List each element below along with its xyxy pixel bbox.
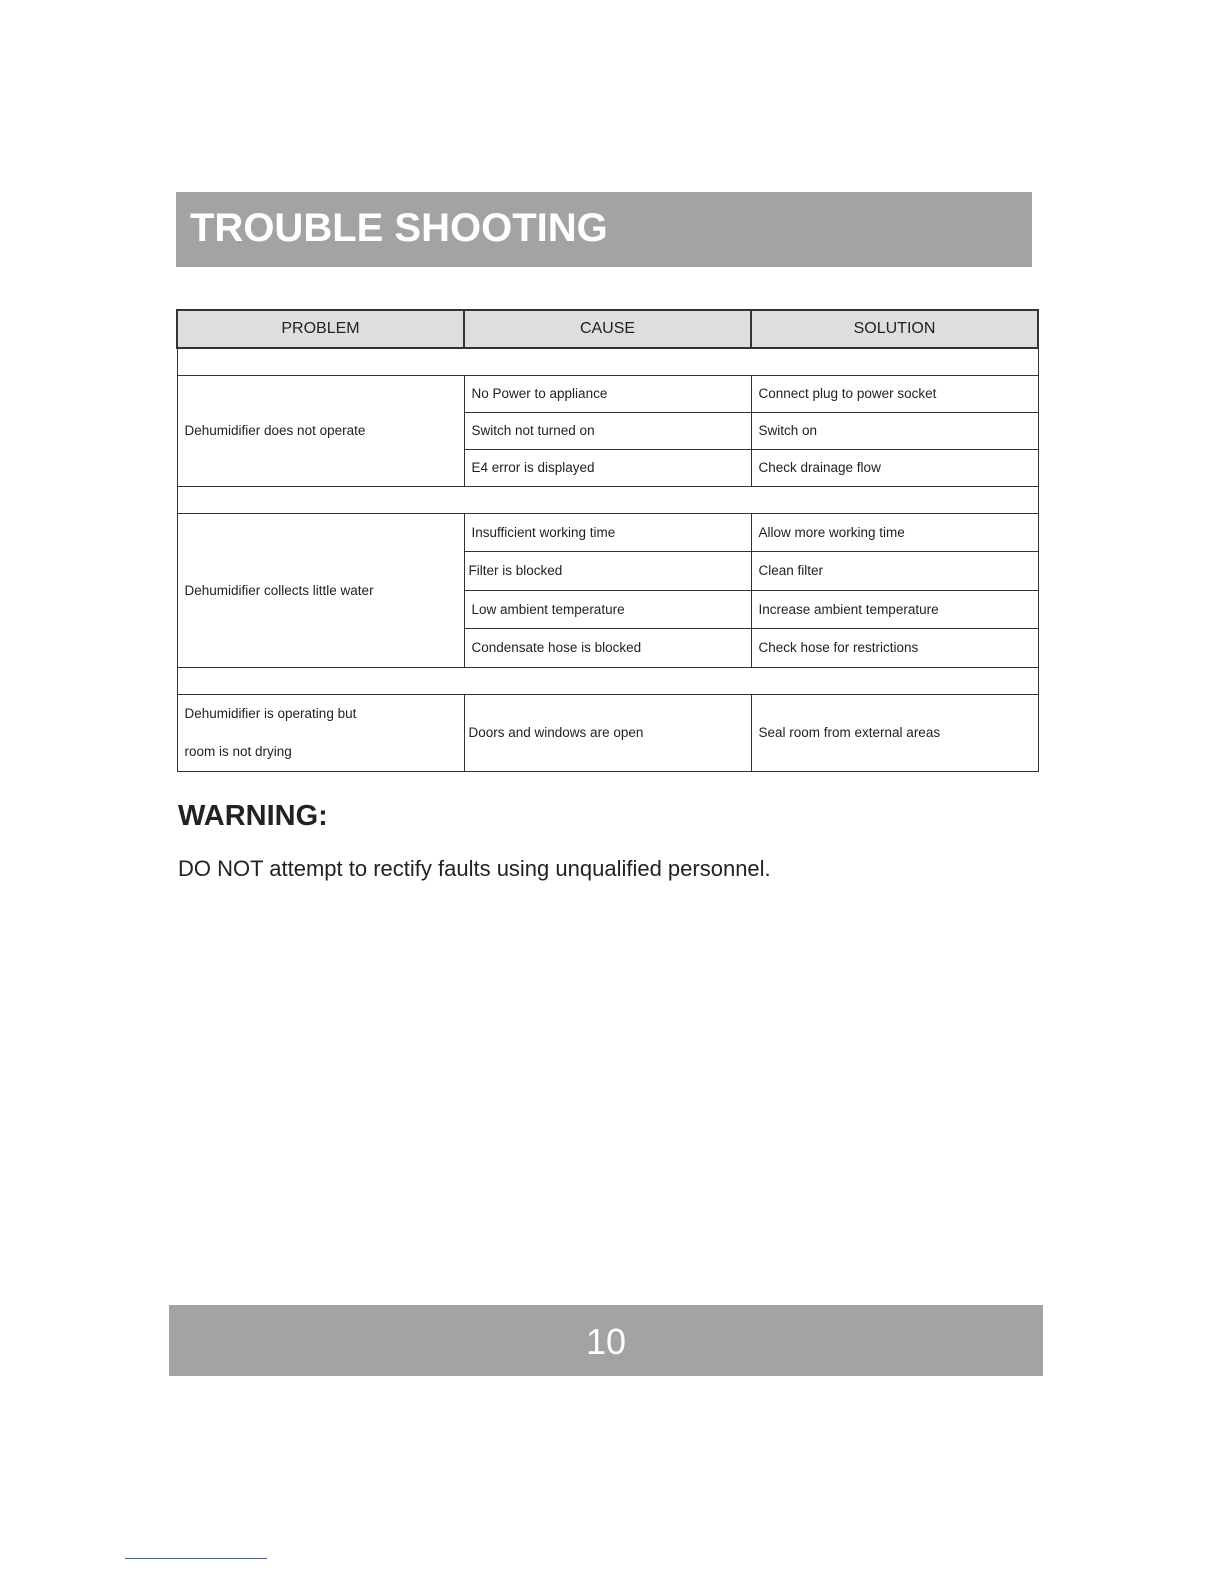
cause-cell: Insufficient working time	[464, 513, 751, 552]
table-row	[177, 375, 1038, 412]
solution-cell: Seal room from external areas	[751, 694, 1038, 771]
header-problem: PROBLEM	[177, 310, 464, 348]
header-solution: SOLUTION	[751, 310, 1038, 348]
cause-cell: Filter is blocked	[464, 552, 751, 591]
cause-cell: Switch not turned on	[464, 412, 751, 449]
problem-cell	[177, 694, 464, 771]
cause-cell: Low ambient temperature	[464, 590, 751, 629]
page-number: 10	[585, 1321, 627, 1362]
solution-cell: Check hose for restrictions	[751, 629, 1038, 668]
solution-cell: Connect plug to power socket	[751, 375, 1038, 412]
warning-text: DO NOT attempt to rectify faults using unqualified personnel.	[178, 856, 771, 881]
spacer-row	[177, 486, 1038, 513]
spacer-row	[177, 667, 1038, 694]
table-header-row	[177, 310, 1038, 348]
table-row	[177, 513, 1038, 552]
spacer-cell	[177, 667, 1038, 694]
problem-line-2: room is not drying	[184, 743, 292, 759]
solution-cell: Clean filter	[751, 552, 1038, 591]
solution-cell: Check drainage flow	[751, 449, 1038, 486]
cause-cell: E4 error is displayed	[464, 449, 751, 486]
cause-cell: Doors and windows are open	[464, 694, 751, 771]
problem-cell: Dehumidifier collects little water	[177, 513, 464, 667]
spacer-row	[177, 348, 1038, 375]
title-banner	[176, 192, 1032, 267]
table-row	[177, 694, 1038, 771]
warning-title: WARNING:	[178, 800, 328, 832]
cause-cell: No Power to appliance	[464, 375, 751, 412]
header-cause: CAUSE	[464, 310, 751, 348]
spacer-cell	[177, 486, 1038, 513]
page-title: TROUBLE SHOOTING	[190, 206, 608, 250]
solution-cell: Allow more working time	[751, 513, 1038, 552]
problem-line-1: Dehumidifier is operating but	[184, 705, 357, 721]
solution-cell: Increase ambient temperature	[751, 590, 1038, 629]
footer-banner	[169, 1305, 1043, 1376]
footnote-divider	[125, 1558, 267, 1559]
troubleshooting-table	[176, 309, 1039, 772]
problem-cell: Dehumidifier does not operate	[177, 375, 464, 486]
solution-cell: Switch on	[751, 412, 1038, 449]
cause-cell: Condensate hose is blocked	[464, 629, 751, 668]
spacer-cell	[177, 348, 1038, 375]
